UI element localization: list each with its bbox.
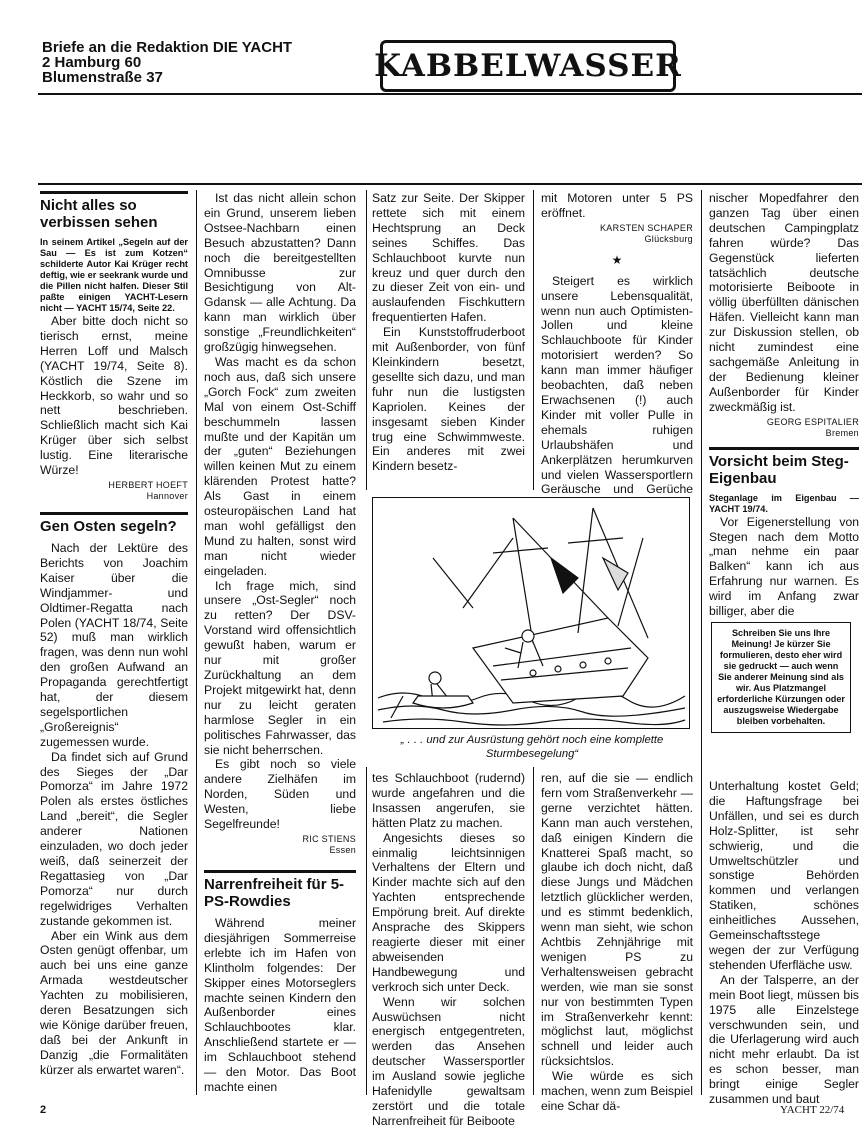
column-divider [701, 190, 702, 1095]
column-4-bottom [541, 771, 693, 1113]
column-divider [533, 190, 534, 490]
issue-label: YACHT 22/74 [780, 1104, 845, 1116]
letter-intro: In seinem Artikel „Segeln auf der Sau — Es ist zum Kotzen“ schilderte Autor Kai Krüger recht deftig, wie er seekrank wurde und die Pillen nicht halfen. Dieser Stil paßte einigen YACHT-Lesern nicht — YACHT 15/74, Seite 22. [40, 237, 188, 313]
letter-intro: Steganlage im Eigenbau — YACHT 19/74. [709, 492, 859, 514]
letter-paragraph: Satz zur Seite. Der Skipper rettete sich mit einem Hechtsprung an Deck seines Schiffes. Das Schlauchboot kurvte nun kreuz und quer durch den zu dieser Zeit von ein- und auslaufenden Fischkuttern frequentierten Hafen. [372, 191, 525, 325]
letter-paragraph: An der Talsperre, an der mein Boot liegt, müssen bis 1975 alle Einzelstege verschwunden sein, und die Uferlagerung wird auch nicht mehr erlaubt. Da ist es schon besser, man bringt einige Segler zusammen und baut [709, 972, 859, 1107]
letter-paragraph: Ist das nicht allein schon ein Grund, unserem lieben Ostsee-Nachbarn einen Besuch abzustatten? Dann noch die bereitgestellten Omnibusse zur Besichtigung von Alt-Gdansk — alle Achtung. Da kann man wirklich über sonstige „Freundlichkeiten“ großzügig hinwegsehen. [204, 191, 356, 355]
signature-city: Essen [329, 844, 356, 855]
logo-text: KABBELWASSER [374, 48, 682, 84]
letter-paragraph: Ich frage mich, sind unsere „Ost-Segler“ noch zu retten? Der DSV-Vorstand wird offensichtlich gewußt haben, warum er nur mit großer Zurückhaltung an dem Projekt mitgewirkt hat, denn nur zu leicht geraten harmlose Segler in ein politisches Fahrwasser, das sie nicht beherrschen. [204, 578, 356, 757]
letter-paragraph: Steigert es wirklich unsere Lebensqualität, wenn nun auch Optimisten-Jollen und kleine Schlauchboote für Kinder motorisiert werden? So kann man immer häufiger beobachten, daß neben Erwachsenen (!) auch Kinder mit voller Pulle in ehemals ruhigen Urlaubshäfen und Ankerplätzen herumkurven und vielen Wassersportlern Geräusche und Gerüche [541, 273, 693, 497]
headline-narrenfreiheit: Narrenfreiheit für 5-PS-Rowdies [204, 870, 356, 910]
address-line-3: Blumenstraße 37 [42, 69, 163, 86]
letter-signature [40, 480, 188, 502]
letter-paragraph: Was macht es da schon noch aus, daß sich unsere „Gorch Fock“ zum zweiten Mal von einem Ost-Schiff beschummeln lassen mußte und der Kapitän um der „guten“ Beziehungen willen keinen Mut zu einem klärenden Protest hatte? Als Gast in einem osteuropäischen Land hat man wohl gefälligst den Mund zu halten, sonst wird man nicht wieder eingeladen. [204, 354, 356, 578]
page-number: 2 [40, 1104, 47, 1116]
column-divider [196, 190, 197, 1095]
editorial-address [42, 40, 292, 85]
letter-paragraph: Während meiner diesjährigen Sommerreise erlebte ich im Hafen von Klintholm folgendes: Der Skipper eines Motorseglers machte seinen Kindern den Außenborder eines Schlauchbootes klar. Anschließend startete er — im Schlauchboot stehend — den Motor. Das Boot machte einen [204, 915, 356, 1094]
letter-paragraph: Es gibt noch so viele andere Zielhäfen im Norden, Süden und Westen, liebe Segelfreunde! [204, 757, 356, 832]
letter-signature [204, 834, 356, 856]
address-line-1: Briefe an die Redaktion DIE YACHT [42, 39, 293, 56]
sailing-ship-cartoon [373, 498, 689, 728]
signature-city: Hannover [146, 490, 188, 501]
letter-signature [541, 223, 693, 245]
column-4-top [541, 191, 693, 497]
letter-paragraph: Da findet sich auf Grund des Sieges der „Dar Pomorza“ im Jahre 1972 Polen als erstes östliches Land „bereit“, die Segler anderer Nationen einzuladen, wo doch jeder weiß, daß seinerzeit der Regattasieg von „Dar Pomorza“ nur durch regelwidriges Verhalten zustande gekommen ist. [40, 749, 188, 928]
separator-star: ★ [611, 252, 623, 267]
headline-nicht-alles-so: Nicht alles so verbissen sehen [40, 191, 188, 231]
column-3-top [372, 191, 525, 491]
letter-paragraph: Vor Eigenerstellung von Stegen nach dem Motto „man nehme ein paar Balken“ kann ich aus Erfahrung nur warnen. Es wird im Anfang zwar billiger, aber die [709, 514, 859, 619]
letter-paragraph: Wenn wir solchen Auswüchsen nicht energisch entgegentreten, werden das Ansehen deutscher Wassersportler im Ausland sowie jegliche Hafenidylle gewaltsam zerstört und die totale Narrenfreiheit für Beiboote [372, 994, 525, 1128]
cartoon-illustration [372, 497, 690, 729]
column-1 [40, 191, 188, 1096]
signature-city: Glücksburg [644, 233, 693, 244]
headline-vorsicht-steg: Vorsicht beim Steg-Eigenbau [709, 447, 859, 487]
column-3-bottom [372, 771, 525, 1128]
letter-paragraph: tes Schlauchboot (rudernd) wurde angefahren und die Insassen angerufen, sie hätten Platz zu machen. [372, 771, 525, 830]
letter-paragraph: ren, auf die sie — endlich fern vom Straßenverkehr — gerne verzichtet hätten. Kann man auch verstehen, daß einigen Kindern die Knatterei Spaß macht, so glaube ich doch nicht, daß diese Jungs und Mädchen letztlich glücklicher werden, und es stimmt bedenklich, wenn man sieht, wie schon Achtbis Zehnjährige mit wenigen PS zu Verhaltensweisen gebracht werden, wie man sie sonst nur von bestimmten Typen im Straßenverkehr kennt: möglichst laut, möglichst schnell und leider auch rücksichtslos. [541, 771, 693, 1069]
editorial-note-box: Schreiben Sie uns Ihre Meinung! Je kürzer Sie formulieren, desto eher wird sie gedruckt — auch wenn Sie anderer Meinung sind als wir. Aus Platzmangel erforderliche Kürzungen oder auszugsweise Wiedergabe bleiben vorbehalten. [711, 622, 851, 733]
letter-paragraph: Ein Kunststoffruderboot mit Außenborder, von fünf Kleinkindern besetzt, gesellte sich dazu, und man fuhr nun die lustigsten Kapriolen. Keines der insgesamt sieben Kinder trug eine Schwimmweste. Ein anderes mit zwei Kindern besetz- [372, 325, 525, 474]
section-top-rule [38, 183, 862, 185]
column-5-top [709, 191, 859, 619]
signature-city: Bremen [825, 427, 859, 438]
column-divider [366, 767, 367, 1095]
column-2 [204, 191, 356, 1096]
letter-signature [709, 417, 859, 439]
address-line-2: 2 Hamburg 60 [42, 54, 142, 71]
letter-paragraph: Angesichts dieses so einmalig leichtsinnigen Verhaltens der Eltern und Kinder machte sich auf den Yachten entsprechende Empörung breit. Auf direkte Ansprache des Skippers reagierte dieser mit einer abweisenden Handbewegung und verkroch sich unter Deck. [372, 830, 525, 994]
headline-gen-osten: Gen Osten segeln? [40, 512, 188, 535]
kabbelwasser-logo [374, 40, 682, 92]
letter-paragraph: Nach der Lektüre des Berichts von Joachim Kaiser über die Windjammer- und Oldtimer-Regatta nach Polen (YACHT 18/74, Seite 52) muß man wirklich fragen, was denn nun wohl den großen Aufwand an Propaganda gerechtfertigt hat, der diesem segelsportlichen „Großereignis“ zugemessen wurde. [40, 540, 188, 749]
signature-name: HERBERT HOEFT [108, 479, 188, 490]
letter-paragraph: mit Motoren unter 5 PS eröffnet. [541, 191, 693, 220]
letter-paragraph: Aber ein Wink aus dem Osten genügt offenbar, um auch bei uns eine ganze Armada westdeutscher Yachten zu mobilisieren, deren Besatzungen sich wie Könige darüber freuen, daß bei der Ankunft in Danzig „die Formalitäten kürzer als erwartet waren“. [40, 928, 188, 1077]
illustration-caption: „ . . . und zur Ausrüstung gehört noch eine komplette Sturmbesegelung“ [400, 734, 664, 760]
header-rule [38, 93, 862, 95]
letter-paragraph: Wie würde es sich machen, wenn zum Beispiel eine Schar dä- [541, 1069, 693, 1113]
signature-name: GEORG ESPITALIER [766, 416, 859, 427]
letter-paragraph: Aber bitte doch nicht so tierisch ernst, meine Herren Loff und Malsch (YACHT 19/74, Seite 8). Köstlich die Szene im Heckkorb, so wahr und so nett beschrieben. Schließlich macht sich Kai Krüger über sich selbst lustig. Eine literarische Würze! [40, 314, 188, 478]
signature-name: RIC STIENS [302, 833, 356, 844]
column-5-bottom [709, 779, 859, 1107]
letter-paragraph: nischer Mopedfahrer den ganzen Tag über einen deutschen Campingplatz fahren würde? Das Gegenstück lieferten tatsächlich deutsche motorisierte Beiboote in völlig überfüllten dänischen Häfen. Vielleicht kann man zur Diskussion stellen, ob nicht zumindest eine sachgemäße Anleitung in der Bedienung kleiner Außenborder für Kinder zweckmäßig ist. [709, 191, 859, 414]
column-divider [366, 190, 367, 490]
letter-paragraph: Unterhaltung kostet Geld; die Haftungsfrage bei Unfällen, und sei es durch Holz-Splitter, ist sehr schwierig, und die Umweltschützler und sonstige Behörden kommen und verlangen Statiken, schönes einheitliches Aussehen, Gemeinschaftsstege wegen der zur Verfügung stehenden Uferfläche usw. [709, 779, 859, 972]
signature-name: KARSTEN SCHAPER [599, 222, 693, 233]
column-divider [533, 767, 534, 1095]
